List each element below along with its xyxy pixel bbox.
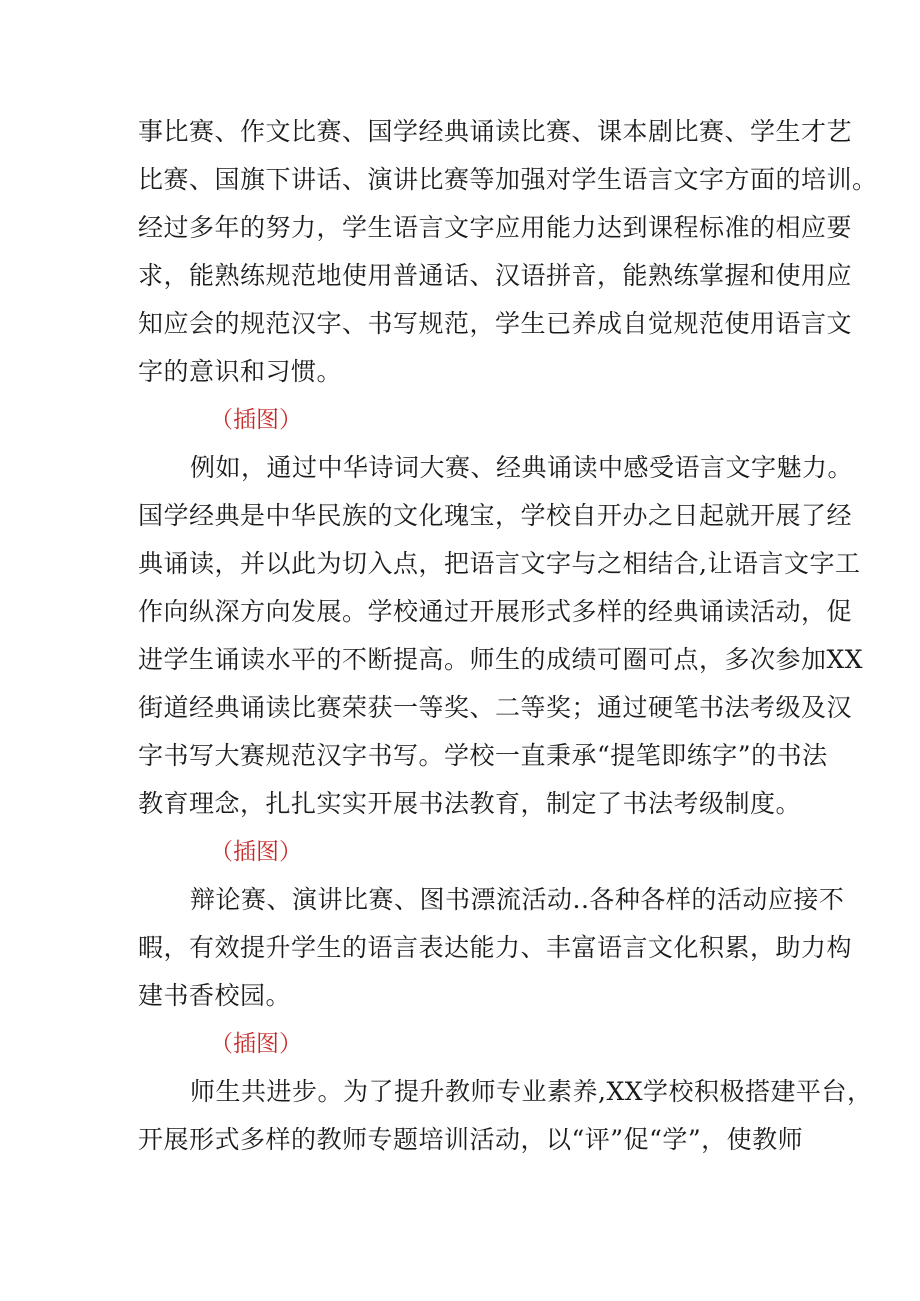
- paragraph-line: 国学经典是中华民族的文化瑰宝，学校自开办之日起就开展了经: [138, 501, 853, 530]
- paragraph-4: [138, 1068, 873, 1164]
- figure-placeholder-caption: （插图）: [210, 407, 302, 433]
- paragraph-line: 辩论赛、演讲比赛、图书漂流活动..各种各样的活动应接不: [190, 885, 845, 914]
- paragraph-line: 教育理念，扎扎实实开展书法教育，制定了书法考级制度。: [138, 789, 802, 818]
- paragraph-line: 字的意识和习惯。: [138, 357, 343, 386]
- paragraph-line: 师生共进步。为了提升教师专业素养,XX学校积极搭建平台，: [190, 1077, 873, 1106]
- paragraph-line: 例如，通过中华诗词大赛、经典诵读中感受语言文字魅力。: [190, 453, 854, 482]
- paragraph-line: 街道经典诵读比赛荣获一等奖、二等奖；通过硬笔书法考级及汉: [138, 693, 853, 722]
- paragraph-line: 字书写大赛规范汉字书写。学校一直秉承“提笔即练字”的书法: [138, 741, 828, 770]
- paragraph-line: 开展形式多样的教师专题培训活动，以“评”促“学”，使教师: [138, 1125, 804, 1154]
- paragraph-line: 知应会的规范汉字、书写规范，学生已养成自觉规范使用语言文: [138, 309, 853, 338]
- paragraph-line: 经过多年的努力，学生语言文字应用能力达到课程标准的相应要: [138, 213, 853, 242]
- paragraph-1: [138, 108, 878, 396]
- paragraph-line: 比赛、国旗下讲话、演讲比赛等加强对学生语言文字方面的培训。: [138, 165, 878, 194]
- paragraph-line: 事比赛、作文比赛、国学经典诵读比赛、课本剧比赛、学生才艺: [138, 117, 853, 146]
- paragraph-line: 典诵读，并以此为切入点，把语言文字与之相结合,让语言文字工: [138, 549, 861, 578]
- document-body: [138, 108, 878, 1164]
- figure-placeholder-caption: （插图）: [210, 1031, 302, 1057]
- paragraph-line: 求，能熟练规范地使用普通话、汉语拼音，能熟练掌握和使用应: [138, 261, 853, 290]
- paragraph-line: 作向纵深方向发展。学校通过开展形式多样的经典诵读活动，促: [138, 597, 853, 626]
- paragraph-2: [138, 444, 864, 828]
- paragraph-line: 建书香校园。: [138, 981, 292, 1010]
- paragraph-3: [138, 876, 853, 1020]
- paragraph-line: 暇，有效提升学生的语言表达能力、丰富语言文化积累，助力构: [138, 933, 853, 962]
- paragraph-line: 进学生诵读水平的不断提高。师生的成绩可圈可点，多次参加XX: [138, 645, 864, 674]
- figure-placeholder-caption: （插图）: [210, 839, 302, 865]
